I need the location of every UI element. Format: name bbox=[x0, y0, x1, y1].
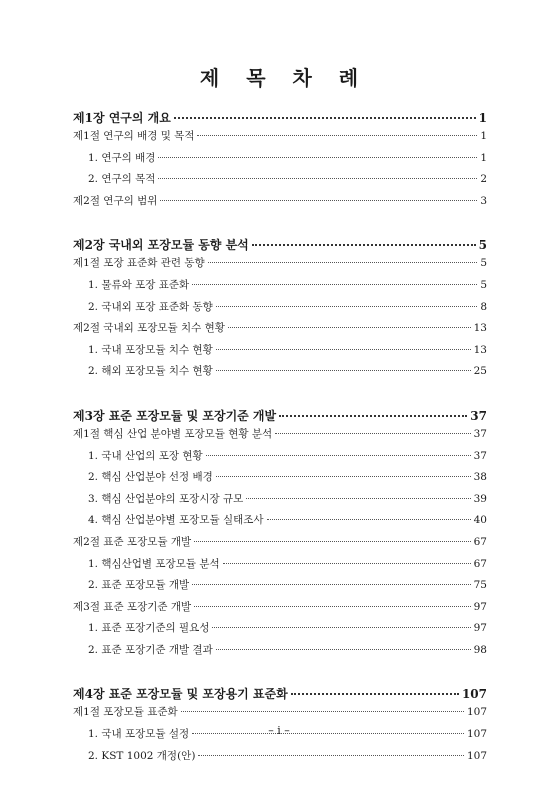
toc-entry-page-number: 5 bbox=[480, 257, 487, 270]
toc-item-entry[interactable] bbox=[73, 556, 487, 578]
dot-leader bbox=[192, 584, 470, 585]
toc-entry-label: 제1절 포장모듈 표준화 bbox=[73, 706, 178, 719]
dot-leader bbox=[212, 627, 470, 628]
dot-leader bbox=[216, 649, 471, 650]
toc-entry-page-number: 67 bbox=[473, 557, 487, 570]
toc-entry-page-number: 75 bbox=[473, 579, 487, 592]
toc-entry-label: 제3장 표준 포장모듈 및 포장기준 개발 bbox=[73, 408, 277, 423]
toc-item-entry[interactable] bbox=[73, 748, 487, 770]
dot-leader bbox=[228, 327, 471, 328]
toc-item-entry[interactable] bbox=[73, 577, 487, 599]
toc-entry-label: 2. KST 1002 개정(안) bbox=[88, 749, 196, 762]
chapter-spacer bbox=[73, 663, 487, 685]
page-number: – i – bbox=[268, 724, 290, 737]
toc-entry-label: 4. 핵심 산업분야별 포장모듈 실태조사 bbox=[88, 514, 264, 527]
toc-entry-label: 제2절 표준 포장모듈 개발 bbox=[73, 535, 192, 548]
toc-entry-label: 2. 표준 포장기준 개발 결과 bbox=[88, 643, 213, 656]
toc-entry-label: 제1절 연구의 배경 및 목적 bbox=[73, 130, 195, 142]
toc-entry-label: 제4장 표준 포장모듈 및 포장용기 표준화 bbox=[73, 687, 288, 702]
toc-entry-page-number: 3 bbox=[480, 194, 487, 207]
toc-entry-page-number: 107 bbox=[466, 749, 487, 762]
toc-entry-page-number: 38 bbox=[473, 471, 487, 484]
toc-entry-label: 2. 표준 포장모듈 개발 bbox=[88, 579, 190, 592]
toc-entry-label: 제1절 핵심 산업 분야별 포장모듈 현황 분석 bbox=[73, 427, 273, 440]
dot-leader bbox=[198, 755, 464, 756]
dot-leader bbox=[208, 262, 478, 263]
toc-entry-label: 1. 핵심산업별 포장모듈 분석 bbox=[88, 557, 220, 570]
toc-entry-page-number: 37 bbox=[473, 449, 487, 462]
toc-entry-page-number: 13 bbox=[473, 322, 487, 335]
toc-entry-label: 2. 국내외 포장 표준화 동향 bbox=[88, 300, 213, 313]
toc-entry-label: 2. 해외 포장모듈 치수 현황 bbox=[88, 365, 213, 378]
toc-entry-page-number: 5 bbox=[480, 278, 487, 291]
toc-item-entry[interactable] bbox=[73, 277, 487, 299]
dot-leader bbox=[252, 244, 476, 246]
toc-item-entry[interactable] bbox=[73, 342, 487, 364]
dot-leader bbox=[223, 563, 471, 564]
toc-section-entry[interactable] bbox=[73, 193, 487, 215]
dot-leader bbox=[174, 117, 476, 119]
dot-leader bbox=[279, 415, 467, 417]
toc-section-entry[interactable] bbox=[73, 128, 487, 150]
toc-section-entry[interactable] bbox=[73, 320, 487, 342]
toc-entry-label: 1. 국내 포장모듈 치수 현황 bbox=[88, 343, 213, 356]
toc-entry-page-number: 37 bbox=[470, 408, 487, 423]
toc-item-entry[interactable] bbox=[73, 363, 487, 385]
dot-leader bbox=[267, 519, 471, 520]
toc-entry-page-number: 107 bbox=[466, 728, 487, 741]
toc-item-entry[interactable] bbox=[73, 448, 487, 470]
dot-leader bbox=[194, 541, 471, 542]
toc-entry-label: 2. 핵심 산업분야 선정 배경 bbox=[88, 471, 213, 484]
toc-chapter-entry[interactable] bbox=[73, 407, 487, 426]
toc-entry-label: 제1장 연구의 개요 bbox=[73, 111, 171, 125]
toc-entry-page-number: 1 bbox=[480, 151, 487, 164]
dot-leader bbox=[158, 178, 477, 179]
toc-item-entry[interactable] bbox=[73, 469, 487, 491]
toc-entry-page-number: 97 bbox=[473, 600, 487, 613]
table-of-contents bbox=[73, 109, 487, 769]
toc-chapter-entry[interactable] bbox=[73, 236, 487, 255]
dot-leader bbox=[194, 606, 471, 607]
toc-entry-label: 2. 연구의 목적 bbox=[88, 173, 156, 186]
toc-section-entry[interactable] bbox=[73, 704, 487, 726]
toc-entry-label: 1. 국내 산업의 포장 현황 bbox=[88, 449, 203, 462]
toc-item-entry[interactable] bbox=[73, 299, 487, 321]
dot-leader bbox=[246, 498, 470, 499]
toc-entry-label: 3. 핵심 산업분야의 포장시장 규모 bbox=[88, 492, 244, 505]
toc-section-entry[interactable] bbox=[73, 534, 487, 556]
chapter-spacer bbox=[73, 385, 487, 407]
toc-entry-label: 1. 연구의 배경 bbox=[88, 151, 156, 164]
toc-chapter-entry[interactable] bbox=[73, 109, 487, 128]
toc-entry-page-number: 98 bbox=[473, 643, 487, 656]
toc-entry-label: 제2절 국내외 포장모듈 치수 현황 bbox=[73, 322, 225, 335]
dot-leader bbox=[181, 711, 464, 712]
toc-entry-label: 1. 물류와 포장 표준화 bbox=[88, 278, 190, 291]
chapter-spacer bbox=[73, 214, 487, 236]
dot-leader bbox=[206, 455, 471, 456]
toc-entry-page-number: 37 bbox=[473, 427, 487, 440]
toc-item-entry[interactable] bbox=[73, 491, 487, 513]
toc-entry-label: 제2장 국내외 포장모듈 동향 분석 bbox=[73, 238, 249, 253]
toc-item-entry[interactable] bbox=[73, 171, 487, 193]
toc-entry-page-number: 1 bbox=[480, 130, 487, 142]
dot-leader bbox=[197, 135, 477, 136]
toc-entry-page-number: 1 bbox=[478, 111, 487, 125]
toc-entry-page-number: 97 bbox=[473, 622, 487, 635]
toc-section-entry[interactable] bbox=[73, 426, 487, 448]
toc-section-entry[interactable] bbox=[73, 599, 487, 621]
toc-entry-label: 제1절 포장 표준화 관련 동향 bbox=[73, 257, 205, 270]
toc-entry-label: 1. 국내 포장모듈 설정 bbox=[88, 728, 190, 741]
toc-entry-page-number: 39 bbox=[473, 492, 487, 505]
toc-entry-page-number: 25 bbox=[473, 365, 487, 378]
toc-entry-page-number: 67 bbox=[473, 535, 487, 548]
dot-leader bbox=[158, 157, 477, 158]
dot-leader bbox=[160, 200, 477, 201]
toc-chapter-entry[interactable] bbox=[73, 685, 487, 704]
dot-leader bbox=[216, 349, 471, 350]
toc-item-entry[interactable] bbox=[73, 512, 487, 534]
toc-section-entry[interactable] bbox=[73, 255, 487, 277]
dot-leader bbox=[291, 693, 459, 695]
toc-entry-page-number: 13 bbox=[473, 343, 487, 356]
toc-item-entry[interactable] bbox=[73, 620, 487, 642]
toc-entry-page-number: 5 bbox=[478, 238, 487, 253]
dot-leader bbox=[275, 433, 470, 434]
toc-entry-page-number: 107 bbox=[461, 687, 487, 702]
dot-leader bbox=[216, 476, 471, 477]
toc-entry-page-number: 8 bbox=[480, 300, 487, 313]
dot-leader bbox=[216, 370, 471, 371]
toc-item-entry[interactable] bbox=[73, 642, 487, 664]
dot-leader bbox=[216, 306, 478, 307]
toc-item-entry[interactable] bbox=[73, 150, 487, 172]
toc-entry-label: 제3절 표준 포장기준 개발 bbox=[73, 600, 192, 613]
dot-leader bbox=[192, 284, 477, 285]
toc-entry-label: 제2절 연구의 범위 bbox=[73, 194, 158, 207]
toc-entry-page-number: 40 bbox=[473, 514, 487, 527]
toc-entry-label: 1. 표준 포장기준의 필요성 bbox=[88, 622, 210, 635]
toc-entry-page-number: 2 bbox=[480, 173, 487, 186]
toc-entry-page-number: 107 bbox=[466, 706, 487, 719]
page-title: 제 목 차 례 bbox=[199, 66, 369, 90]
